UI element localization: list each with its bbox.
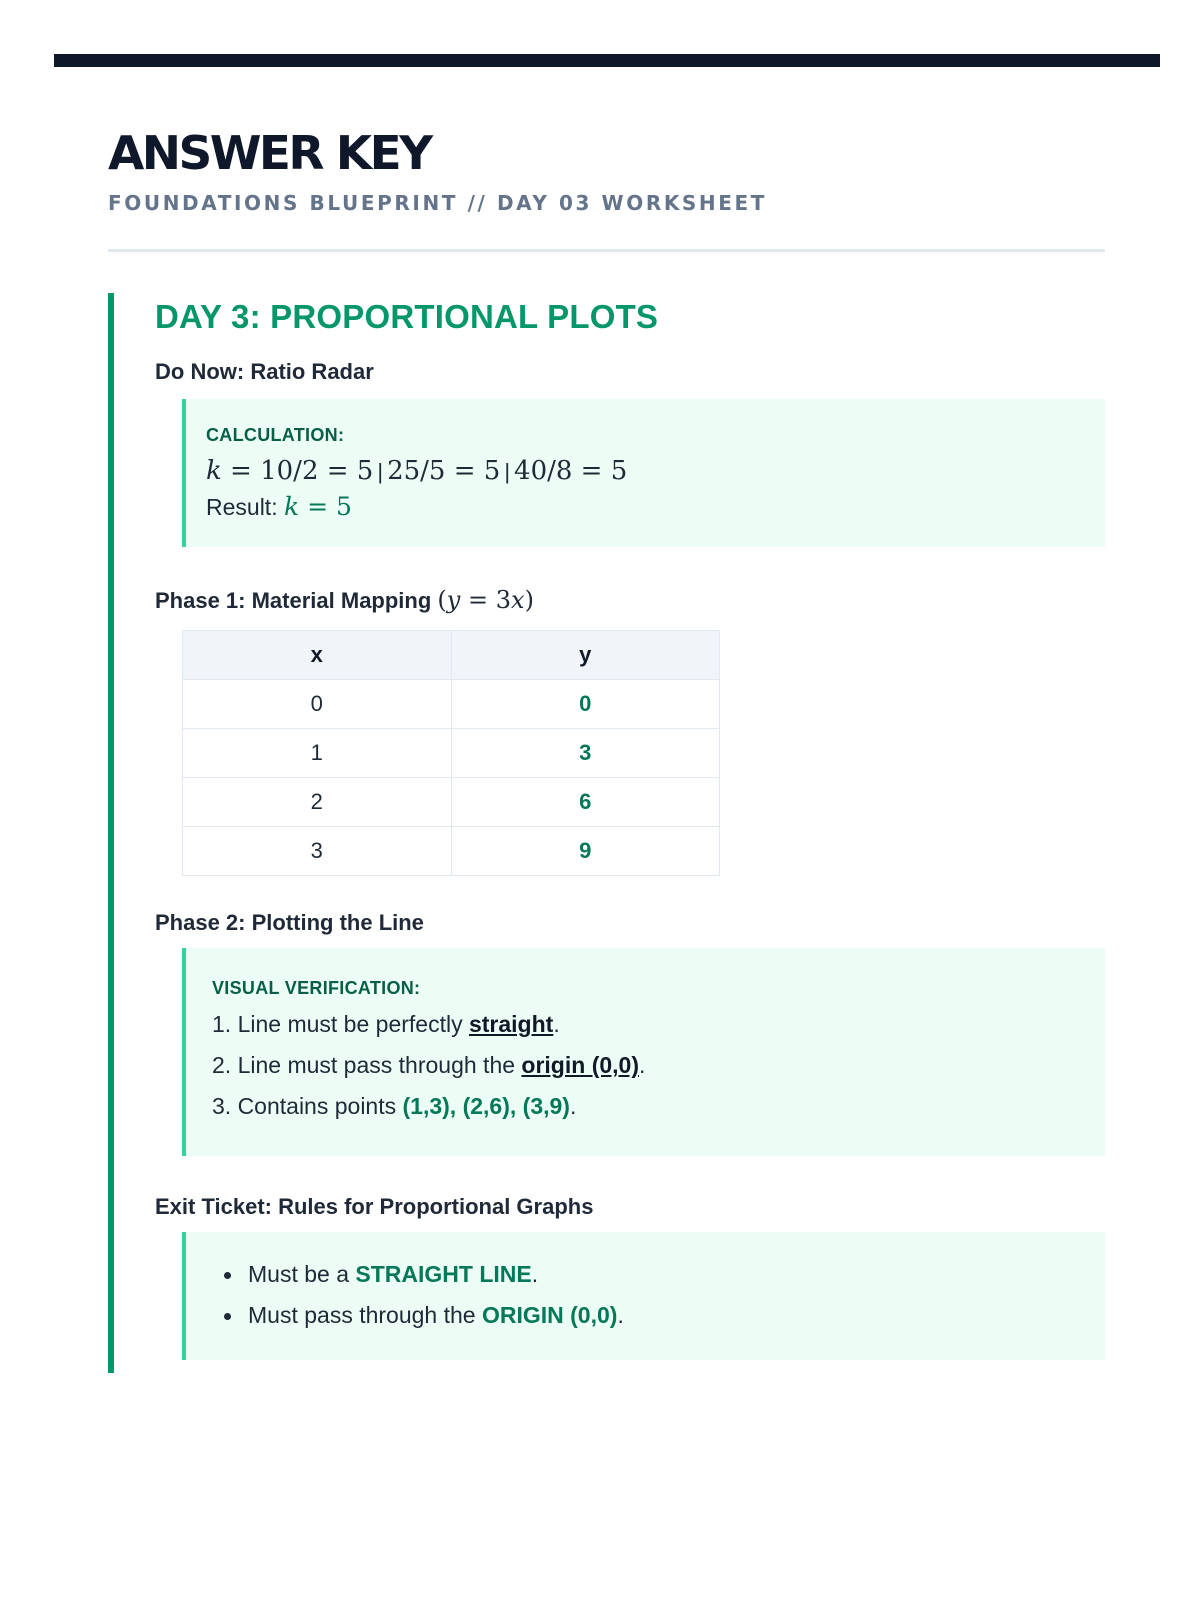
table-row — [183, 778, 720, 827]
column-header-x: x — [183, 631, 452, 680]
page-title: ANSWER KEY — [108, 126, 431, 180]
rule1-emphasis: STRAIGHT LINE — [355, 1261, 532, 1287]
rule1-text: Must be a — [248, 1261, 349, 1287]
y-value: 6 — [451, 778, 720, 827]
calc-part-3: 40/8 = 5 — [514, 456, 628, 486]
phase1-heading-text: Phase 1: Material Mapping — [155, 588, 432, 613]
verification-item-3: 3. Contains points (1,3), (2,6), (3,9). — [212, 1093, 577, 1119]
exit-ticket-heading: Exit Ticket: Rules for Proportional Graphs — [155, 1194, 594, 1219]
calculation-label: CALCULATION: — [206, 425, 345, 445]
calc-part-1: 10/2 = 5 — [260, 456, 374, 486]
calculation-line: k = 10/2 = 5 | 25/5 = 5 | 40/8 = 5 — [206, 456, 628, 486]
x-value: 2 — [183, 778, 452, 827]
table-row — [183, 729, 720, 778]
verification-label: VISUAL VERIFICATION: — [212, 978, 421, 998]
verification-item-2: 2. Line must pass through the origin (0,0). — [212, 1052, 646, 1078]
y-value: 0 — [451, 680, 720, 729]
list-item: Must pass through the ORIGIN (0,0). — [186, 1295, 1105, 1336]
result-line — [206, 490, 1105, 524]
x-value: 3 — [183, 827, 452, 876]
calculation-box — [182, 399, 1105, 547]
phase1-equation: (y = 3x) — [437, 586, 534, 614]
phase2-heading: Phase 2: Plotting the Line — [155, 910, 424, 935]
column-header-y: y — [451, 631, 720, 680]
item1-emphasis: straight — [468, 1011, 554, 1037]
y-value: 3 — [451, 729, 720, 778]
rules-box — [182, 1232, 1105, 1360]
item3-points: (1,3), (2,6), (3,9) — [402, 1093, 570, 1119]
page-header — [108, 125, 1105, 217]
rules-list — [186, 1254, 1105, 1336]
result-label: Result: — [206, 494, 278, 520]
table-row — [183, 827, 720, 876]
calc-part-2: 25/5 = 5 — [387, 456, 501, 486]
verification-item-1: 1. Line must be perfectly straight. — [212, 1011, 560, 1037]
item2-emphasis: origin (0,0) — [521, 1052, 639, 1078]
x-value: 1 — [183, 729, 452, 778]
phase1-coefficient: 3 — [495, 586, 512, 614]
result-value-math: k = 5 — [283, 492, 352, 521]
table-row — [183, 680, 720, 729]
phase1-heading — [155, 585, 1105, 616]
table-header-row — [183, 631, 720, 680]
item3-text: 3. Contains points — [212, 1093, 397, 1119]
y-value: 9 — [451, 827, 720, 876]
rule2-text: Must pass through the — [248, 1302, 476, 1328]
page-subtitle: FOUNDATIONS BLUEPRINT // DAY 03 WORKSHEET — [108, 191, 768, 215]
item1-text: 1. Line must be perfectly — [212, 1011, 463, 1037]
list-item: Must be a STRAIGHT LINE. — [186, 1254, 1105, 1295]
verification-box — [182, 948, 1105, 1156]
rule2-emphasis: ORIGIN (0,0) — [481, 1302, 618, 1328]
item2-text: 2. Line must pass through the — [212, 1052, 516, 1078]
xy-table — [182, 630, 720, 876]
header-divider — [108, 249, 1105, 252]
result-value: 5 — [335, 492, 352, 521]
do-now-heading: Do Now: Ratio Radar — [155, 359, 374, 384]
top-bar — [54, 54, 1160, 67]
x-value: 0 — [183, 680, 452, 729]
day-section — [108, 293, 1105, 1373]
section-title: DAY 3: PROPORTIONAL PLOTS — [155, 298, 659, 335]
